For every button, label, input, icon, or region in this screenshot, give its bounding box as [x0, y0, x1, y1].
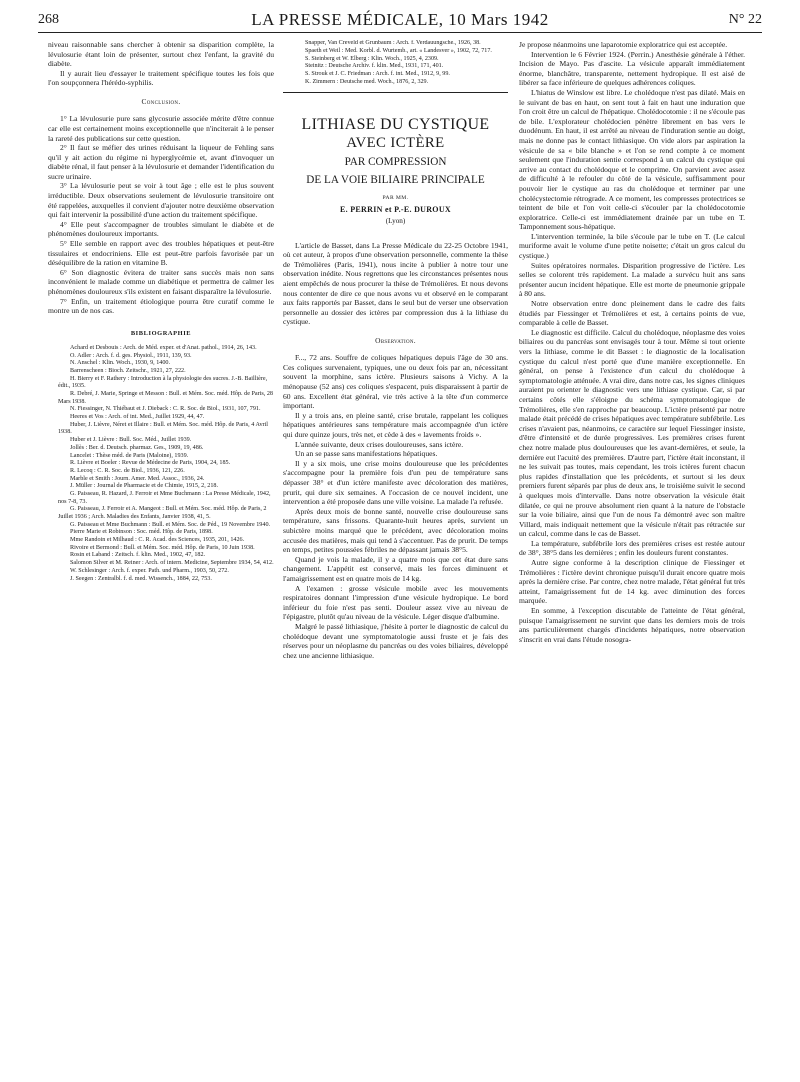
bibliography-entry: Lancelet : Thèse méd. de Paris (Maloine), 1939.	[70, 452, 189, 459]
bibliography-entry: N. Anschel : Klin. Woch., 1930, 9, 1400.	[70, 360, 171, 367]
conclusion-item: 2° Il faut se méfier des urines réduisant la liqueur de Fehling sans qu'il y ait action du régime ni hyperglycémie et, avant d'invoquer un diabète rénal, il faut penser à la lévulosurie et demander l'identification du sucre urinaire.	[48, 143, 274, 181]
reference-entry: Steinitz : Deutsche Archiv. f. klin. Med., 1931, 171, 401.	[305, 63, 444, 70]
paragraph: Intervention le 6 Février 1924. (Perrin.) Anesthésie générale à l'éther. Incision de Mayo. Pas d'ascite. La vésicule apparaît immédiatement énorme, blanchâtre, transparente, nettement hydropique. Il est aisé de libérer sa face inférieure de quelques adhérences coliques.	[519, 49, 745, 88]
article-authors: E. PERRIN et P.-E. DUROUX	[340, 205, 451, 215]
by-line-label: PAR MM.	[382, 195, 409, 202]
column-right	[519, 40, 745, 644]
bibliography-list	[48, 345, 274, 583]
bibliography-entry: H. Bierry et F. Rathery : Introduction à la physiologie des sucres. J.-B. Baillière, édit., 1935.	[58, 375, 268, 390]
paragraph: Autre signe conforme à la description clinique de Fiessinger et Trémolières : l'ictère devint chronique puisqu'il durait encore quatre mois après la dernière crise. Par contre, chez notre malade, l'état général fut très atteint, l'amaigrissement fut de 14 kg. avec diminution des forces marquée.	[519, 558, 745, 606]
conclusion-item: 4° Elle peut s'accompagner de troubles simulant le diabète et de phénomènes douloureux importants.	[48, 219, 274, 239]
bibliography-entry: Rivoire et Bermond : Bull. et Mém. Soc. méd. Hôp. de Paris, 10 Juin 1938.	[70, 544, 255, 551]
conclusion-item: 1° La lévulosurie pure sans glycosurie associée mérite d'être connue car elle est certainement moins exceptionnelle que n'inciterait à le penser la rareté des publications sur cette question.	[48, 114, 274, 143]
conclusion-heading: Conclusion.	[141, 96, 181, 106]
separator-rule	[283, 92, 508, 93]
paragraph: La température, subfébrile lors des premières crises est restée autour de 38°, 38°5 dans les dernières ; enfin les douleurs furent constantes.	[519, 538, 745, 558]
paragraph: Après deux mois de bonne santé, nouvelle crise douloureuse sans température, sans frissons. Quarante-huit heures après, survient un subictère moins marqué que le précédent, avec décoloration moins accusée des matières, mais qui tend à s'accentuer. Pas de prurit. De temps en temps, petites poussées fébriles ne dépassant jamais 38°5.	[283, 506, 508, 555]
paragraph: Le diagnostic est difficile. Calcul du cholédoque, néoplasme des voies biliaires ou du pancréas sont envisagés tour à tour. Même si tout oriente vers la lithiase, comme le dit Basset : le diagnostic de la localisation cystique du calcul n'est porté que d'une manière exceptionnelle. En général, on pense à l'existence d'un calcul du cholédoque à symptomatologie atténuée. A vrai dire, dans notre cas, les signes cliniques auraient pu orienter le diagnostic vers une lithiase cystique. Car, si par certains côtés elle s'éloigne du schéma symptomatologique de Trémolières, elle s'en rapproche par beaucoup. L'ictère présenté par notre malade était précédé de crises hépatiques avec température subfébrile. Les crises n'avaient pas, néanmoins, ce caractère sur lequel Fiessinger insiste, d'être d'intensité et de durée progressives. Les premières crises furent chez notre malade plus douloureuses que les avant-dernières, et seule, la dernière eut l'acuité des premières. D'autre part, l'ictère était inconstant, il ne les suivait pas toutes, mais cependant, les trois ictères furent chacun plus rapides d'installation que les précédents, et surtout si les deux premiers furent séparés par plus de deux ans, le troisième suivit le second à quelques mois d'intervalle. Dans notre observation la vésicule était dilatée, ce qui ne prouve absolument rien quant à la nature de l'obstacle sur la voie biliaire, ainsi que l'un de nous l'a démontré avec son maître Villard, mais indiquait nettement que la vésicule n'était pas rétractée sur un calcul, comme dans le cas de Basset.	[519, 327, 745, 539]
bibliography-entry: Achard et Desbouis : Arch. de Méd. exper. et d'Anat. pathol., 1914, 26, 143.	[70, 344, 257, 351]
bibliography-entry: Rosin et Laband : Zeitsch. f. klin. Med., 1902, 47, 182.	[70, 552, 206, 559]
conclusion-item: 7° Enfin, un traitement étiologique pourra être curatif comme le montre un de nos cas.	[48, 296, 274, 316]
paragraph: Quand je vois la malade, il y a quatre mois que cet état dure sans changement. L'appétit est conservé, mais les forces diminuent et l'amaigrissement est en quatre mois de 14 kg.	[283, 554, 508, 583]
bibliography-entry: Salomon Silver et M. Reiner : Arch. of intern. Medicine, Septembre 1934, 54, 412.	[70, 560, 274, 567]
paragraph: F..., 72 ans. Souffre de coliques hépatiques depuis l'âge de 30 ans. Ces coliques survenaient, typiques, une ou deux fois par an, nécessitant souvent la morphine, sans ictère. Plusieurs saisons à Vichy. A la ménopause (52 ans) ces coliques s'espacent, puis disparaissent à partir de 60 ans. Excellent état général, vie très active à la tête d'un commerce important.	[283, 353, 508, 411]
paragraph: Il y a trois ans, en pleine santé, crise brutale, rappelant les coliques hépatiques antérieures sans température mais accompagnée d'un ictère qui dure quinze jours, très net, et cède à des « lavements froids ».	[283, 410, 508, 440]
bibliography-entry: O. Adler : Arch. f. d. ges. Physiol., 1911, 139, 93.	[70, 352, 192, 359]
bibliography-entry: Heeres et Vos : Arch. of int. Med., Juillet 1929, 44, 47.	[70, 414, 205, 421]
bibliography-heading: BIBLIOGRAPHIE	[130, 329, 192, 337]
bibliography-entry: R. Lièvre et Boeler : Revue de Médecine de Paris, 1904, 24, 185.	[70, 460, 231, 467]
observation-heading: Observation.	[375, 335, 416, 345]
paragraph: En somme, à l'exception discutable de l'atteinte de l'état général, puisque l'amaigrissement ne survint que dans les derniers mois de trois ans particulièrement chargés d'incidents hépatiques, notre observation s'inscrit en vrai dans l'étude nosogra-	[519, 606, 745, 644]
article-title-line-1: LITHIASE DU CYSTIQUE	[301, 115, 490, 133]
paragraph: A l'examen : grosse vésicule mobile avec les mouvements respiratoires donnant l'impression d'une vésicule hydropique. Le bord inférieur du foie n'est pas senti. Douleur assez vive au niveau de l'épigastre, plutôt qu'au niveau de la vésicule. Léger disque d'albumine.	[283, 583, 508, 622]
paragraph: niveau raisonnable sans chercher à obtenir sa disparition complète, la lévulosurie étant loin de présenter, surtout chez l'enfant, la gravité du diabète.	[48, 40, 274, 69]
reference-entry: Spaeth et Weil : Med. Korbl. d. Wurtemb., art. « Landesver », 1902, 72, 717.	[305, 47, 492, 54]
bibliography-entry: J. Müller : Journal de Pharmacie et de Chimie, 1915, 2, 218.	[70, 483, 219, 490]
conclusion-item: 5° Elle semble en rapport avec des troubles hépatiques et peut-être tissulaires et endocriniens. Elle est peut-être parfois favorisée par un déséquilibre de la ration en vitamine B.	[48, 239, 274, 268]
bibliography-entry: G. Paisseau, J. Ferroir et A. Mangeot : Bull. et Mém. Soc. méd. Hôp. de Paris, 2 Juillet 1936 ; Arch. Maladies des Enfants, Janvier 1938, 41, 5.	[58, 506, 267, 521]
reference-entry: Snapper, Van Creveld et Grunbaum : Arch. f. Verdauungsche., 1926, 38.	[305, 40, 481, 46]
paragraph: Notre observation entre donc pleinement dans le cadre des faits étudiés par Fiessinger et Trémolières et est, à certains points de vue, comparable à celle de Basset.	[519, 299, 745, 328]
column-left	[48, 40, 274, 583]
conclusion-item: 3° La lévulosurie peut se voir à tout âge ; elle est le plus souvent irréductible. Deux observations seulement de lévulosurie transitoire ont été rappelées, auxquelles il convient d'ajouter notre deuxième observation qui fait intervenir la possibilité d'une action du traitement spécifique.	[48, 181, 274, 220]
paragraph: Je propose néanmoins une laparotomie exploratrice qui est acceptée.	[519, 40, 728, 49]
reference-entry: S. Strouk et J. C. Friedman : Arch. f. int. Med., 1912, 9, 99.	[305, 71, 450, 78]
bibliography-entry: J. Seegen : Zentralbl. f. d. med. Wissench., 1884, 22, 753.	[70, 575, 212, 582]
bibliography-entry: R. Debré, J. Marie, Springe et Messon : Bull. et Mém. Soc. méd. Hôp. de Paris, 28 Mars 1938.	[58, 391, 273, 405]
bibliography-entry: Pierre Marie et Robinson : Soc. méd. Hôp. de Paris, 1898.	[70, 529, 213, 536]
paragraph: L'intervention terminée, la bile s'écoule par le tube en T. (Le calcul muriforme avait le volume d'une petite noisette; c'était un gros calcul du cystique.)	[519, 231, 745, 261]
conclusion-item: 6° Son diagnostic évitera de traiter sans succès mais non sans inconvénient le malade comme un diabétique et permettra de calmer les phénomènes douloureux s'ils existent en faisant disparaître la lévulosurie.	[48, 267, 274, 297]
paragraph: Suites opératoires normales. Disparition progressive de l'ictère. Les selles se colorent très rapidement. La malade a survécu huit ans sans présenter aucun incident hépatique. Elle est morte de pneumonie grippale à 80 ans.	[519, 260, 745, 299]
author-location: (Lyon)	[385, 217, 406, 226]
bibliography-entry: Barrenscheen : Bioch. Zeitschr., 1921, 27, 222.	[70, 367, 186, 374]
page-header	[38, 10, 762, 33]
paragraph: Malgré le passé lithiasique, j'hésite à porter le diagnostic de calcul du cholédoque devant une symptomatologie aussi fruste et je fais des réserves pour un néoplasme du pancréas ou des voies biliaires, développé chez une ancienne lithiasique.	[283, 621, 508, 660]
page-number: 268	[38, 12, 59, 27]
bibliography-entry: G. Paisseau, R. Hazard, J. Ferroir et Mme Buchmann : La Presse Médicale, 1942, nos 7-8, 73.	[58, 490, 271, 505]
paragraph: L'hiatus de Winslow est libre. Le cholédoque n'est pas dilaté. Mais en le suivant de bas en haut, on sent tout à fait en haut une induration que l'on croit être un calcul de l'hépatique. Cholédocotomie : il ne s'écoule pas de bile. L'explorateur cholédocien pénètre librement en bas vers le duodénum. En haut, il est arrêté au niveau de l'induration sentie au doigt, mais ne donne pas le contact lithiasique. On vide alors par aspiration la vésicule de sa « bile blanche » et l'on se rend compte à ce moment seulement que l'induration sentie correspond à un calcul du cystique qui arrive au contact du cholédoque et le comprime. On parvient avec assez de difficulté à le refouler du côté de la vésicule, suffisamment pour pouvoir lier le cystique au ras du cholédoque et terminer par une cholécystectomie rétrograde. A ce moment, les compresses protectrices se teintent de bile et l'on voit celle-ci s'écouler par la cholédocotomie exploratrice. Celle-ci est immédiatement drainée par un tube en T. Tamponnement sous-hépatique.	[519, 87, 745, 232]
paragraph: Il y aurait lieu d'essayer le traitement spécifique toutes les fois que l'on soupçonnera l'hérédo-syphilis.	[48, 68, 274, 88]
article-header	[283, 115, 508, 227]
bibliography-entry: Mme Randoin et Milhaud : C. R. Acad. des Sciences, 1935, 201, 1426.	[70, 537, 245, 544]
article-subtitle-line-2: DE LA VOIE BILIAIRE PRINCIPALE	[306, 174, 485, 187]
bibliography-entry: Huber et J. Lièvre : Bull. Soc. Méd., Juillet 1939.	[70, 437, 192, 444]
bibliography-entry: Marble et Smith : Journ. Amer. Med. Assoc., 1936, 24.	[70, 475, 205, 482]
bibliography-entry: G. Paisseau et Mme Buchmann : Bull. et Mém. Soc. de Péd., 19 Novembre 1940.	[70, 521, 271, 528]
bibliography-entry: Huber, J. Lièvre, Néret et Illaire : Bull. et Mém. Soc. méd. Hôp. de Paris, 4 Avril 1938.	[58, 421, 268, 436]
article-subtitle-line-1: PAR COMPRESSION	[344, 156, 447, 169]
paragraph: Il y a six mois, une crise moins douloureuse que les précédentes s'accompagne pour la première fois d'un peu de température sans dépasser 38° et d'un ictère manifeste avec décoloration des matières, prurit, qui dure six semaines. A l'occasion de ce nouvel incident, une intervention a été proposée dans une ville voisine. La malade l'a refusée.	[283, 458, 508, 507]
bibliography-entry: N. Fiessinger, N. Thiébaut et J. Dieback : C. R. Soc. de Biol., 1931, 107, 791.	[70, 406, 261, 413]
article-title-line-2: AVEC ICTÈRE	[346, 135, 445, 152]
bibliography-entry: W. Schlesinger : Arch. f. exper. Path. und Pharm., 1903, 50, 272.	[70, 567, 229, 574]
issue-number: N° 22	[728, 12, 762, 27]
column-middle	[283, 40, 508, 660]
reference-entry: K. Zimmern : Deutsche med. Woch., 1876, 2, 329.	[305, 78, 429, 85]
bibliography-entry: Jollès : Ber. d. Deutsch. pharmaz. Ges., 1909, 19, 486.	[70, 444, 204, 451]
paragraph: Un an se passe sans manifestations hépatiques.	[295, 449, 438, 459]
article-intro: L'article de Basset, dans La Presse Médicale du 22-25 Octobre 1941, où cet auteur, à propos d'une observation personnelle, commente la thèse de Trémolières (Paris, 1941), nous incite à publier à notre tour une observation inédite. Nous regrettons que les circonstances présentes nous aient empêchés de nous procurer la thèse de Trémolières. Et nous devons nous contenter de dire ce que nous avons vu et observé en le comparant aux faits rapportés par Basset, dans le seul but de verser une observation personnelle au dossier des ictères par compression dus à la lithiase du cystique.	[283, 240, 508, 327]
paragraph: L'année suivante, deux crises douloureuses, sans ictère.	[295, 439, 464, 449]
journal-title-date: LA PRESSE MÉDICALE, 10 Mars 1942	[251, 10, 549, 29]
bibliography-entry: R. Lecoq : C. R. Soc. de Biol., 1936, 121, 226.	[70, 467, 185, 474]
reference-entry: S. Steinberg et W. Elberg : Klin. Woch., 1925, 4, 2309.	[305, 55, 439, 62]
